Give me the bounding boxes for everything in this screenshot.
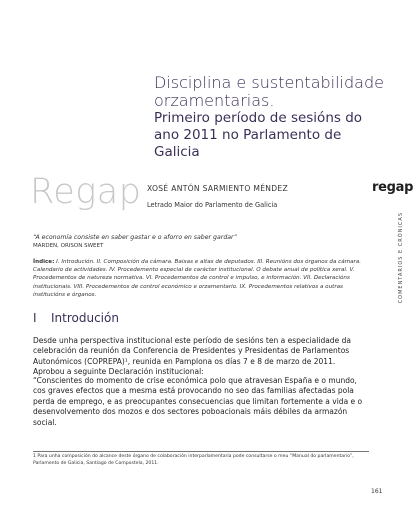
title-line: orzamentarias. [154,91,275,110]
subtitle-line: ano 2011 no Parlamento de [154,127,342,143]
section-heading [33,311,119,325]
epigraph-author: MARDEN, ORISON SWEET [33,243,104,249]
footnote: 1 Para unha composición do alcance deste órgano de colaboración interparlamentaria pode consultarse o meu “Manual do parlamentario”, Parlamento de Galicia, Santiago de Compostela, 2011. [33,451,369,467]
section-number: I [33,311,37,325]
subtitle-line: Primeiro período de sesións do [154,110,363,126]
paragraph: “Conscientes do momento de crise económica polo que atravesan España e o mundo, cos graves efectos que a mesma está provocando no seo das familias afectadas pola perda de emprego, e as preocupantes consecuencias que limitan fortemente a vida e o desenvolvemento dos mozos e dos sectores poboacionais máis débiles da armazón social. [33,376,363,427]
index-text: I. Introdución. II. Composición da cámara. Baixas e altas de deputados. III. Reunións dos órganos da cámara. Calendario de actividades. IV. Procedemento especial de carácter institucional. O debate anual de política xeral. V. Procedementos de natureza normativa. VI. Procedementos de control e impulso, e información. VII. Declaracións institucionais. VIII. Procedementos de control económico e orzamentario. IX. Procedementos relativos a outras institucións e órganos. [33,259,362,298]
section-side-label: COMENTARIOS E CRÓNICAS [398,212,404,304]
section-title: Introdución [51,311,119,325]
page-number: 161 [371,488,383,495]
index-block [33,258,363,299]
article-title [154,73,384,161]
regap-side-logo: regap [372,180,414,195]
epigraph-quote: “A economía consiste en saber gastar e o aforro en saber gardar” [33,234,237,241]
subtitle-line: Galicia [154,144,200,160]
regap-logo: Regap [30,172,142,212]
author-role: Letrado Maior do Parlamento de Galicia [147,201,278,209]
paragraph: Desde unha perspectiva institucional este período de sesións ten a especialidade da celebración da reunión da Conferencia de Presidentes y Presidentas de Parlamentos Autonómicos (COPREPA)¹, reunida en Pamplona os días 7 e 8 de marzo de 2011. Aprobou a seguinte Declaración institucional: [33,336,351,377]
index-label: Índice: [33,259,55,265]
title-line: Disciplina e sustentabilidade [154,73,384,92]
author-name: XOSÉ ANTÓN SARMIENTO MÉNDEZ [147,184,289,193]
